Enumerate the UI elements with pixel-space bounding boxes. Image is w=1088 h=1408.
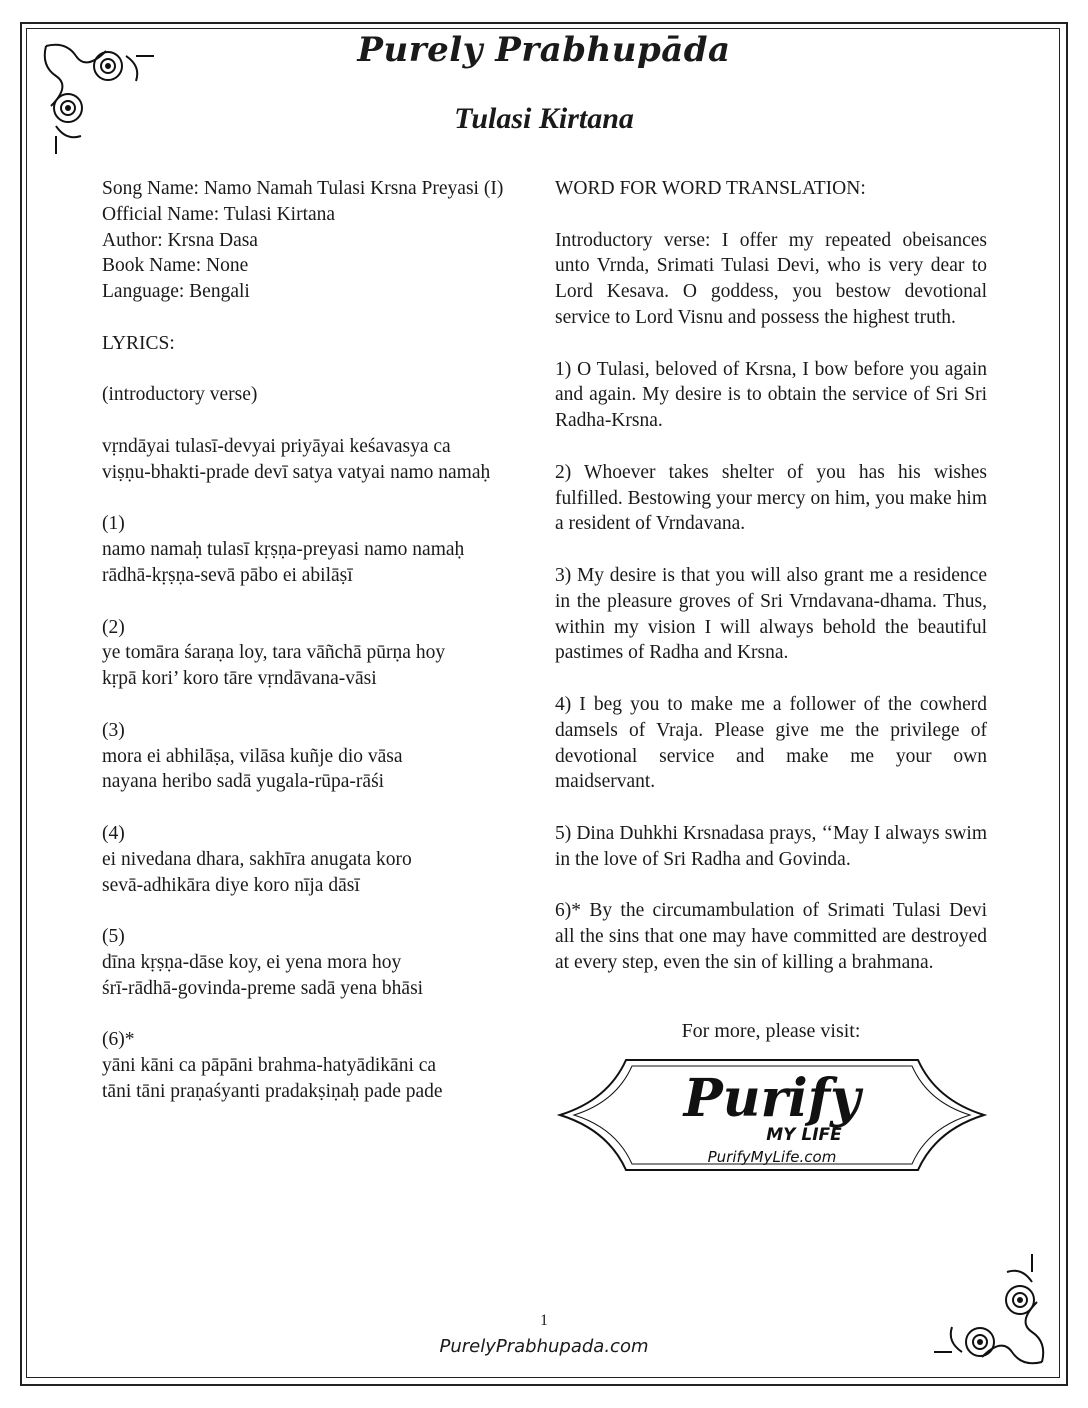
page-number: 1 xyxy=(540,1312,548,1329)
lyric-line: namo namaḥ tulasī kṛṣṇa-preyasi namo namaḥ xyxy=(102,539,465,561)
line-gap xyxy=(102,898,542,924)
lyric-line: (3) xyxy=(102,719,125,741)
line-gap xyxy=(102,486,542,512)
line-gap xyxy=(102,305,542,331)
lyric-line: (6)* xyxy=(102,1029,135,1051)
paragraph-gap xyxy=(555,331,987,357)
translation-paragraph: 5) Dina Duhkhi Krsnadasa prays, ‘‘May I always swim in the love of Sri Radha and Govinda. xyxy=(555,822,987,870)
lyric-line: Language: Bengali xyxy=(102,281,250,303)
lyric-line: (5) xyxy=(102,926,125,948)
paragraph-gap xyxy=(555,666,987,692)
translation-paragraph: Introductory verse: I offer my repeated obeisances unto Vrnda, Srimati Tulasi Devi, who is very dear to Lord Kesava. O goddess, you bestow devotional service to Lord Visnu and possess the highest truth. xyxy=(555,229,987,328)
lyric-line: sevā-adhikāra diye koro nīja dāsī xyxy=(102,874,360,896)
line-gap xyxy=(102,1002,542,1028)
paragraph-gap xyxy=(555,537,987,563)
footer-url[interactable]: PurelyPrabhupada.com xyxy=(0,1336,1088,1357)
line-gap xyxy=(102,589,542,615)
line-gap xyxy=(102,408,542,434)
lyric-line: nayana heribo sadā yugala-rūpa-rāśi xyxy=(102,771,385,793)
lyric-line: (1) xyxy=(102,513,125,535)
lyric-line: (4) xyxy=(102,822,125,844)
lyric-line: tāni tāni praṇaśyanti pradakṣiṇaḥ pade pade xyxy=(102,1080,443,1102)
lyric-line: viṣṇu-bhakti-prade devī satya vatyai namo namaḥ xyxy=(102,461,491,483)
page-title: Tulasi Kirtana xyxy=(454,102,634,135)
visit-text: For more, please visit: xyxy=(681,1020,861,1042)
lyric-line: Book Name: None xyxy=(102,255,249,277)
translation-paragraph: 6)* By the circumambulation of Srimati Tulasi Devi all the sins that one may have committed are destroyed at every step, even the sin of killing a brahmana. xyxy=(555,900,987,973)
paragraph-gap xyxy=(555,795,987,821)
lyric-line: kṛpā kori’ koro tāre vṛndāvana-vāsi xyxy=(102,668,377,690)
line-gap xyxy=(102,692,542,718)
translation-column xyxy=(555,176,987,976)
lyric-line: (2) xyxy=(102,616,125,638)
logo-word: Purify xyxy=(683,1068,861,1129)
header-brand: Purely Prabhupāda xyxy=(0,30,1088,70)
translation-paragraph: 3) My desire is that you will also grant me a residence in the pleasure groves of Sri Vrndavana-dhama. Thus, within my vision I will always behold the beautiful pastimes of Radha and Krsna. xyxy=(555,564,987,664)
line-gap xyxy=(102,795,542,821)
line-gap xyxy=(102,357,542,383)
lyric-line: ei nivedana dhara, sakhīra anugata koro xyxy=(102,848,412,870)
lyric-line: Official Name: Tulasi Kirtana xyxy=(102,203,336,225)
lyric-line: (introductory verse) xyxy=(102,384,258,406)
logo-sub: MY LIFE xyxy=(766,1125,842,1145)
paragraph-gap xyxy=(555,873,987,899)
paragraph-gap xyxy=(555,202,987,228)
lyric-line: LYRICS: xyxy=(102,332,175,354)
logo-url: PurifyMyLife.com xyxy=(707,1148,837,1166)
lyric-line: śrī-rādhā-govinda-preme sadā yena bhāsi xyxy=(102,977,424,999)
lyric-line: ye tomāra śaraṇa loy, tara vāñchā pūrṇa hoy xyxy=(102,642,446,664)
lyrics-column xyxy=(102,176,542,1105)
lyric-line: dīna kṛṣṇa-dāse koy, ei yena mora hoy xyxy=(102,951,402,973)
lyric-line: Author: Krsna Dasa xyxy=(102,229,258,251)
lyric-line: mora ei abhilāṣa, vilāsa kuñje dio vāsa xyxy=(102,745,403,767)
lyric-line: vṛndāyai tulasī-devyai priyāyai keśavasya ca xyxy=(102,435,451,457)
paragraph-gap xyxy=(555,434,987,460)
lyric-line: yāni kāni ca pāpāni brahma-hatyādikāni ca xyxy=(102,1055,437,1077)
lyric-line: Song Name: Namo Namah Tulasi Krsna Preyasi (I) xyxy=(102,178,504,199)
translation-heading: WORD FOR WORD TRANSLATION: xyxy=(555,178,866,199)
translation-paragraph: 4) I beg you to make me a follower of the cowherd damsels of Vraja. Please give me the privilege of devotional service and make me your own maidservant. xyxy=(555,693,987,793)
lyric-line: rādhā-kṛṣṇa-sevā pābo ei abilāṣī xyxy=(102,564,353,586)
translation-paragraph: 1) O Tulasi, beloved of Krsna, I bow before you again and again. My desire is to obtain the service of Sri Sri Radha-Krsna. xyxy=(555,358,987,432)
purify-my-life-logo[interactable] xyxy=(556,1050,988,1180)
translation-paragraph: 2) Whoever takes shelter of you has his wishes fulfilled. Bestowing your mercy on him, you make him a resident of Vrndavana. xyxy=(555,461,987,535)
